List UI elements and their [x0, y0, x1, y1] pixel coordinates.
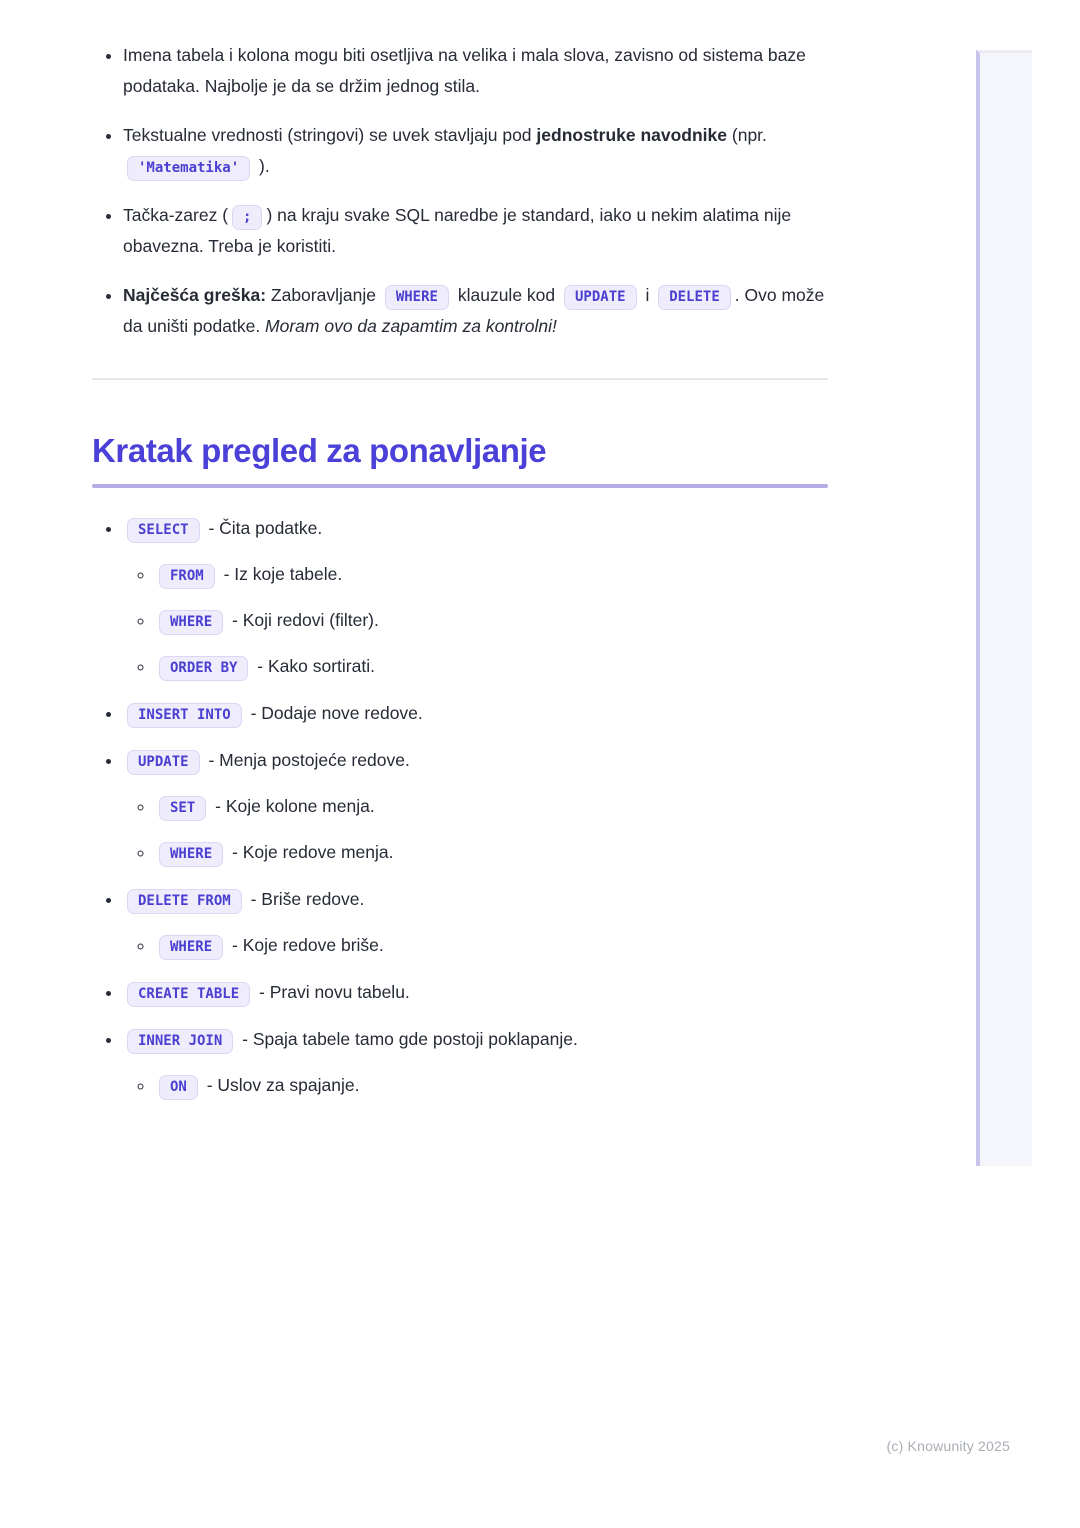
sql-keyword-badge: ON [159, 1075, 198, 1100]
content-column [92, 0, 828, 1117]
page-title: Kratak pregled za ponavljanje [92, 432, 547, 469]
sql-keyword-badge: INSERT INTO [127, 703, 242, 728]
review-item-desc: - Pravi novu tabelu. [254, 982, 410, 1003]
review-subitem-desc: - Koje redove briše. [227, 935, 384, 956]
review-item [123, 884, 828, 960]
text-run: ). [254, 156, 270, 176]
sql-keyword-badge: FROM [159, 564, 215, 589]
sql-keyword-badge: SET [159, 796, 206, 821]
review-subitem-desc: - Uslov za spajanje. [201, 1075, 360, 1096]
review-item-desc: - Spaja tabele tamo gde postoji poklapanje. [237, 1029, 578, 1050]
sql-keyword-badge: SELECT [127, 518, 200, 543]
list-item [123, 120, 828, 182]
sql-keyword-badge: DELETE [658, 285, 731, 310]
sql-keyword-badge: ORDER BY [159, 656, 248, 681]
text-run: ) na kraju svake SQL naredbe je standard, iako u nekim alatima nije obavezna. Treba je koristiti. [123, 205, 792, 256]
sql-keyword-badge: UPDATE [564, 285, 637, 310]
review-item-desc: - Briše redove. [245, 889, 365, 910]
review-item [123, 513, 828, 681]
sql-keyword-badge: WHERE [385, 285, 449, 310]
review-subitem [155, 606, 828, 635]
review-subitem [155, 560, 828, 589]
text-run: jednostruke navodnike [536, 125, 728, 145]
sql-keyword-badge: ; [232, 205, 262, 230]
review-subitem [155, 792, 828, 821]
review-item [123, 745, 828, 867]
review-subitem-desc: - Koji redovi (filter). [227, 610, 379, 631]
sql-keyword-badge: WHERE [159, 610, 223, 635]
review-subitem-desc: - Koje redove menja. [227, 842, 394, 863]
text-run: Tekstualne vrednosti (stringovi) se uvek stavljaju pod [123, 125, 537, 145]
sql-keyword-badge: DELETE FROM [127, 889, 242, 914]
review-item-desc: - Menja postojeće redove. [203, 750, 410, 771]
review-item [123, 977, 828, 1007]
review-sublist [123, 792, 828, 867]
text-run: . Ovo može da uništi podatke. [123, 285, 825, 336]
text-run: Tačka-zarez ( [123, 205, 229, 225]
list-item [123, 40, 828, 102]
review-subitem-desc: - Kako sortirati. [252, 656, 375, 677]
review-item [123, 1024, 828, 1100]
review-subitem [155, 931, 828, 960]
sql-keyword-badge: WHERE [159, 842, 223, 867]
review-sublist [123, 560, 828, 681]
review-sublist [123, 931, 828, 960]
text-run: Najčešća greška: [123, 285, 267, 305]
text-run: Moram ovo da zapamtim za kontrolni! [265, 316, 557, 336]
review-list [92, 513, 828, 1100]
review-subitem-desc: - Koje kolone menja. [210, 796, 375, 817]
review-item [123, 698, 828, 728]
review-item-desc: - Dodaje nove redove. [245, 703, 423, 724]
text-run: i [640, 285, 655, 305]
sql-keyword-badge: 'Matematika' [127, 156, 250, 181]
sql-keyword-badge: UPDATE [127, 750, 200, 775]
review-subitem [155, 1071, 828, 1100]
review-subitem-desc: - Iz koje tabele. [218, 564, 343, 585]
adjacent-page-edge [976, 50, 1032, 1166]
text-run: (npr. [727, 125, 767, 145]
sql-keyword-badge: WHERE [159, 935, 223, 960]
review-subitem [155, 838, 828, 867]
title-underline [92, 484, 828, 488]
text-run: Zaboravljanje [266, 285, 381, 305]
list-item [123, 280, 828, 342]
sql-keyword-badge: INNER JOIN [127, 1029, 233, 1054]
list-item [123, 200, 828, 262]
review-item-desc: - Čita podatke. [203, 518, 323, 539]
review-subitem [155, 652, 828, 681]
section-divider [92, 378, 828, 380]
text-run: Imena tabela i kolona mogu biti osetljiva na velika i mala slova, zavisno od sistema baze podataka. Najbolje je da se držim jednog stila. [123, 45, 806, 96]
sql-keyword-badge: CREATE TABLE [127, 982, 250, 1007]
review-sublist [123, 1071, 828, 1100]
intro-list [92, 40, 828, 342]
text-run: klauzule kod [452, 285, 560, 305]
footer-credit: (c) Knowunity 2025 [886, 1438, 1010, 1454]
